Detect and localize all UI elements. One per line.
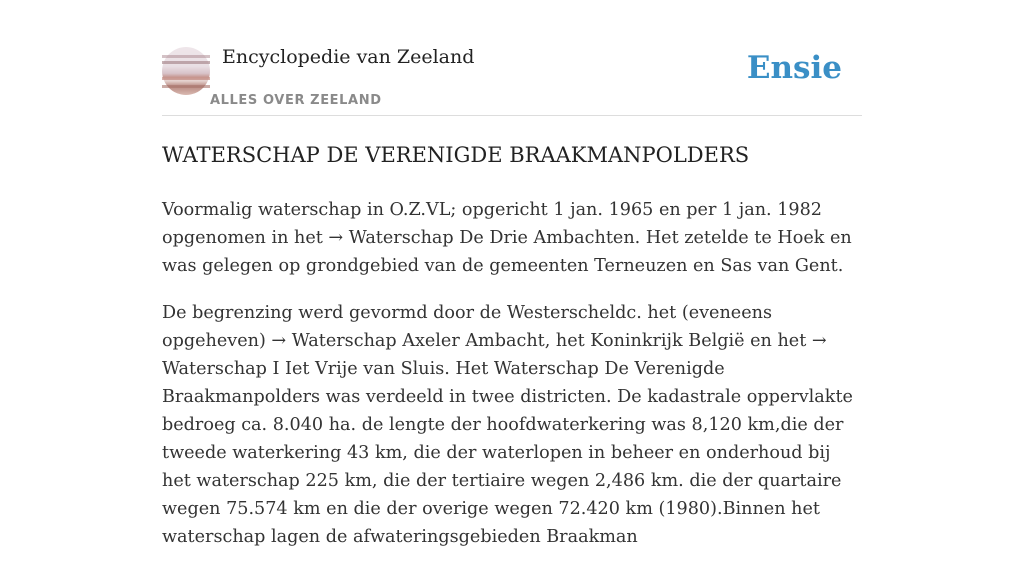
article-paragraph: De begrenzing werd gevormd door de Westerscheldc. het (eveneens opgeheven) → Waterschap Axeler Ambacht, het Koninkrijk België en het → Waterschap I Iet Vrije van Sluis. Het Waterschap De Verenigde Braakmanpolders was verdeeld in twee districten. De kadastrale oppervlakte bedroeg ca. 8.040 ha. de lengte der hoofdwaterkering was 8,120 km,die der tweede waterkering 43 km, die der waterlopen in beheer en onderhoud bij het waterschap 225 km, die der tertiaire wegen 2,486 km. die der quartaire wegen 75.574 km en die der overige wegen 72.420 km (1980).Binnen het waterschap lagen de afwateringsgebieden Braakman (162, 303, 853, 547)
header-divider (162, 115, 862, 116)
ensie-logo-link[interactable]: Ensie (746, 50, 842, 86)
article-paragraph: Voormalig waterschap in O.Z.VL; opgericht 1 jan. 1965 en per 1 jan. 1982 opgenomen in het → Waterschap De Drie Ambachten. Het zetelde te Hoek en was gelegen op grondgebied van de gemeenten Terneuzen en Sas van Gent. (162, 200, 852, 276)
site-avatar[interactable] (162, 47, 210, 95)
site-tagline: ALLES OVER ZEELAND (210, 93, 382, 108)
site-title[interactable]: Encyclopedie van Zeeland (222, 46, 475, 68)
site-header (162, 44, 862, 116)
article-title: WATERSCHAP DE VERENIGDE BRAAKMANPOLDERS (162, 143, 750, 167)
article (162, 140, 862, 570)
